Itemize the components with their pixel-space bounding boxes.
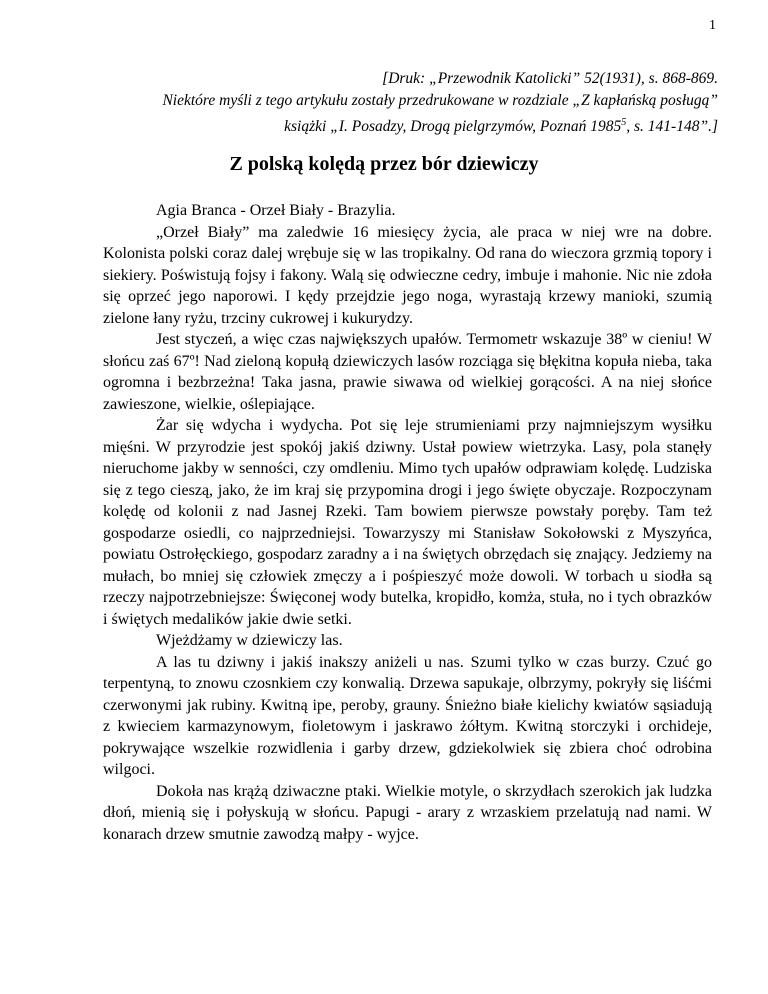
paragraph-4: Żar się wdycha i wydycha. Pot się leje strumieniami przy najmniejszym wysiłku mięśni. W przyrodzie jest spokój jakiś dziwny. Ustał powiew wietrzyka. Lasy, pola stanęły nieruchome jakby w senności, czy omdleniu. Mimo tych upałów odprawiam kolędę. Ludziska się z tego cieszą, jako, że im kraj się przypomina drogi i jego święte obyczaje. Rozpoczynam kolędę od kolonii z nad Jasnej Rzeki. Tam bowiem pierwsze powstały poręby. Tam też gospodarze osiedli, co najprzedniejsi. Towarzyszy mi Stanisław Sokołowski z Myszyńca, powiatu Ostrołęckiego, gospodarz zaradny a i na świętych obrzędach się znający. Jedziemy na mułach, bo mniej się człowiek zmęczy a i pośpieszyć może dowoli. W torbach u siodła są rzeczy najpotrzebniejsze: Święconej wody butelka, kropidło, komża, stuła, no i tych obrazków i świętych medalików jakie dwie setki. <box>103 417 712 628</box>
paragraph-7: Dokoła nas krążą dziwaczne ptaki. Wielkie motyle, o skrzydłach szerokich jak ludzka dłoń, mienią się i połyskują w słońcu. Papugi - arary z wrzaskiem przelatują nad nami. W konarach drzew smutnie zawodzą małpy - wyjce. <box>103 782 712 843</box>
page-number: 1 <box>709 18 716 33</box>
article-title: Z polską kolędą przez bór dziewiczy <box>229 153 539 175</box>
source-note-line-3-tail: , s. 141-148”.] <box>626 118 718 136</box>
source-note <box>38 68 718 138</box>
paragraph-2: „Orzeł Biały” ma zaledwie 16 miesięcy życia, ale praca w niej wre na dobre. Kolonista polski coraz dalej wrębuje się w las tropikalny. Od rana do wieczora grzmią topory i siekiery. Poświstują fojsy i fakony. Walą się odwieczne cedry, imbuje i mahonie. Nic nie zdoła się oprzeć jego naporowi. I kędy przejdzie jego noga, wyrastają krzewy manioki, szumią zielone łany ryżu, trzciny cukrowej i kukurydzy. <box>103 223 712 327</box>
article-body <box>103 200 712 845</box>
source-note-line-1: [Druk: „Przewodnik Katolicki” 52(1931), s. 868-869. <box>382 70 718 87</box>
paragraph-3: Jest styczeń, a więc czas największych upałów. Termometr wskazuje 38º w cieniu! W słońcu zaś 67º! Nad zieloną kopułą dziewiczych lasów rozciąga się błękitna kopuła nieba, taka ogromna i bezbrzeżna! Taka jasna, prawie siwawa od wielkiej gorącości. A na niej słońce zawieszone, wielkie, oślepiające. <box>103 331 712 413</box>
source-note-line-2: Niektóre myśli z tego artykułu zostały przedrukowane w rozdziale „Z kapłańską posługą” <box>162 92 718 109</box>
paragraph-5: Wjeżdżamy w dziewiczy las. <box>156 632 343 649</box>
source-note-line-3-text: książki „I. Posadzy, Drogą pielgrzymów, Poznań 1985 <box>284 118 622 136</box>
source-note-line-3 <box>38 112 718 138</box>
paragraph-1: Agia Branca - Orzeł Biały - Brazylia. <box>156 202 396 219</box>
paragraph-6: A las tu dziwny i jakiś inakszy aniżeli u nas. Szumi tylko w czas burzy. Czuć go terpentyną, to znowu czosnkiem czy konwalią. Drzewa sapukaje, olbrzymy, pokryły się liśćmi czerwonymi jak rubiny. Kwitną ipe, peroby, grauny. Śnieżno białe kielichy kwiatów sąsiadują z kwieciem karmazynowym, fioletowym i jaskrawo żółtym. Kwitną storczyki i orchideje, pokrywające wszelkie rozwidlenia i garby drzew, gdziekolwiek się zbiera choć odrobina wilgoci. <box>103 653 712 778</box>
edition-superscript: 5 <box>621 117 627 128</box>
